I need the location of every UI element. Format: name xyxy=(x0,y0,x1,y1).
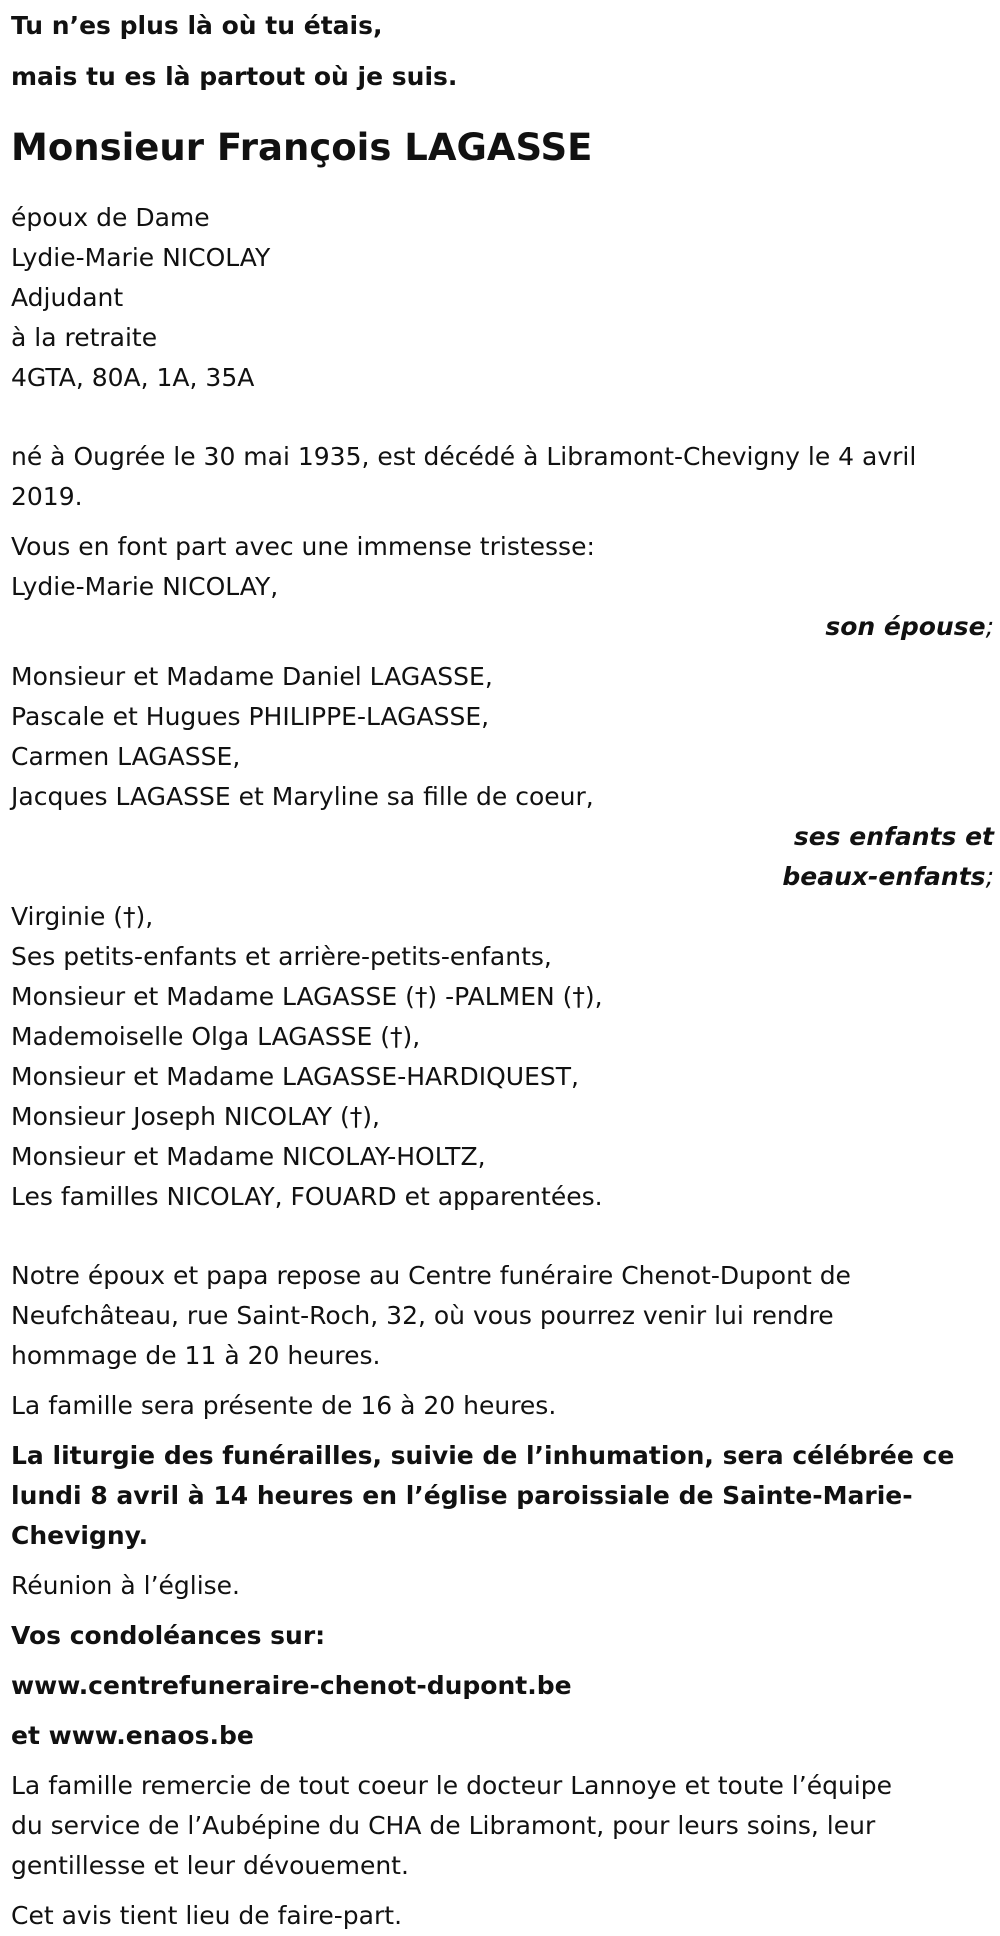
family-line: Les familles NICOLAY, FOUARD et apparentées. xyxy=(11,1182,603,1211)
liturgy-line: La liturgie des funérailles, suivie de l’inhumation, sera célébrée ce xyxy=(11,1441,955,1470)
children-role-line-1: ses enfants et xyxy=(793,822,994,851)
children-block xyxy=(11,657,994,897)
spouse-role-suffix: ; xyxy=(985,612,994,641)
children-role-text: beaux-enfants xyxy=(782,862,986,891)
announcement-intro: Vous en font part avec une immense tristesse: xyxy=(11,532,595,561)
child-line: Monsieur et Madame Daniel LAGASSE, xyxy=(11,662,493,691)
epigraph-line-1: Tu n’es plus là où tu étais, xyxy=(11,11,383,40)
birth-death-info xyxy=(11,437,994,517)
birth-death-line-2: 2019. xyxy=(11,482,83,511)
family-present: La famille sera présente de 16 à 20 heures. xyxy=(11,1391,557,1420)
repose-line: Neufchâteau, rue Saint-Roch, 32, où vous pourrez venir lui rendre xyxy=(11,1301,834,1330)
family-line: Monsieur Joseph NICOLAY (†), xyxy=(11,1102,380,1131)
family-line: Virginie (†), xyxy=(11,902,154,931)
detail-line: Adjudant xyxy=(11,283,124,312)
death-notice xyxy=(0,1,1000,1931)
repose-paragraph xyxy=(11,1256,994,1376)
detail-line: époux de Dame xyxy=(11,203,210,232)
epigraph xyxy=(11,1,994,102)
liturgy-paragraph xyxy=(11,1436,994,1556)
condolences-link-1[interactable]: www.centrefuneraire-chenot-dupont.be xyxy=(11,1671,572,1700)
birth-death-line-1: né à Ougrée le 30 mai 1935, est décédé à Libramont-Chevigny le 4 avril xyxy=(11,442,917,471)
spouse-block xyxy=(11,567,994,647)
thanks-line: La famille remercie de tout coeur le docteur Lannoye et toute l’équipe xyxy=(11,1771,892,1800)
liturgy-line: Chevigny. xyxy=(11,1521,149,1550)
liturgy-line: lundi 8 avril à 14 heures en l’église paroissiale de Sainte-Marie- xyxy=(11,1481,913,1510)
deceased-details xyxy=(11,198,994,398)
spouse-name: Lydie-Marie NICOLAY, xyxy=(11,572,279,601)
family-block xyxy=(11,897,994,1217)
child-line: Pascale et Hugues PHILIPPE-LAGASSE, xyxy=(11,702,490,731)
detail-line: Lydie-Marie NICOLAY xyxy=(11,243,271,272)
family-line: Monsieur et Madame NICOLAY-HOLTZ, xyxy=(11,1142,486,1171)
family-line: Monsieur et Madame LAGASSE-HARDIQUEST, xyxy=(11,1062,579,1091)
children-role-suffix: ; xyxy=(985,862,994,891)
thanks-line: gentillesse et leur dévouement. xyxy=(11,1851,409,1880)
child-line: Jacques LAGASSE et Maryline sa fille de coeur, xyxy=(11,782,594,811)
repose-line: Notre époux et papa repose au Centre funéraire Chenot-Dupont de xyxy=(11,1261,851,1290)
thanks-paragraph xyxy=(11,1766,994,1886)
children-role-line-2 xyxy=(11,857,994,897)
family-line: Ses petits-enfants et arrière-petits-enfants, xyxy=(11,942,552,971)
spouse-role-text: son épouse xyxy=(825,612,986,641)
detail-line: 4GTA, 80A, 1A, 35A xyxy=(11,363,255,392)
thanks-line: du service de l’Aubépine du CHA de Libramont, pour leurs soins, leur xyxy=(11,1811,876,1840)
family-line: Monsieur et Madame LAGASSE (†) -PALMEN (†), xyxy=(11,982,603,1011)
family-line: Mademoiselle Olga LAGASSE (†), xyxy=(11,1022,421,1051)
condolences-link-2[interactable]: et www.enaos.be xyxy=(11,1721,254,1750)
deceased-name: Monsieur François LAGASSE xyxy=(11,126,593,169)
child-line: Carmen LAGASSE, xyxy=(11,742,241,771)
repose-line: hommage de 11 à 20 heures. xyxy=(11,1341,381,1370)
meeting-info: Réunion à l’église. xyxy=(11,1571,241,1600)
condolences-label: Vos condoléances sur: xyxy=(11,1621,326,1650)
closing-note: Cet avis tient lieu de faire-part. xyxy=(11,1901,403,1930)
epigraph-line-2: mais tu es là partout où je suis. xyxy=(11,62,458,91)
detail-line: à la retraite xyxy=(11,323,158,352)
spouse-role xyxy=(11,607,994,647)
